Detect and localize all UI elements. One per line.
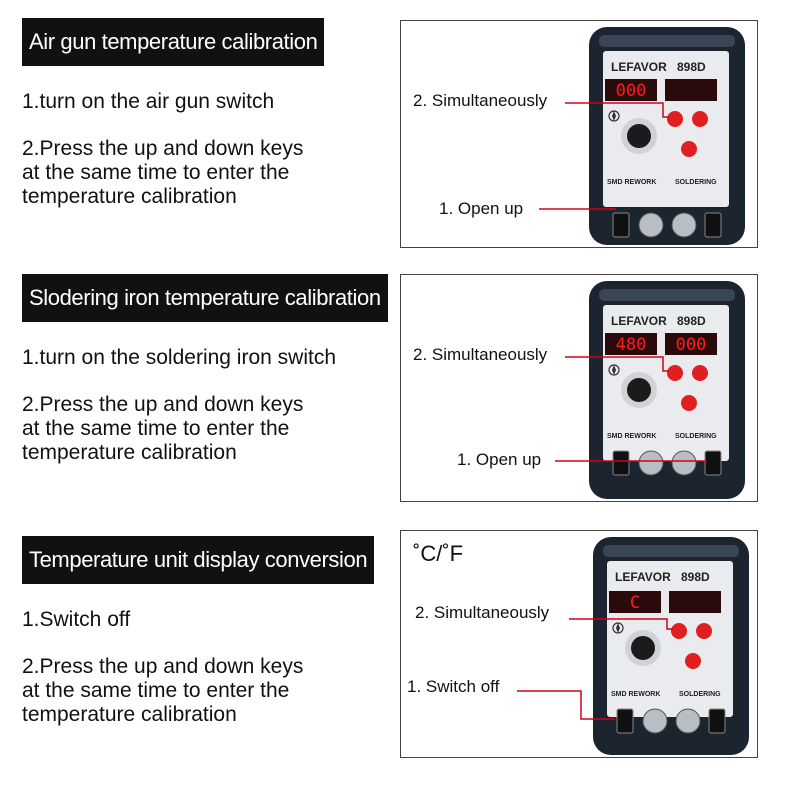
section-header: Air gun temperature calibration	[22, 18, 324, 66]
brand-label: LEFAVOR	[611, 60, 667, 74]
model-label: 898D	[677, 60, 706, 74]
soldering-label: SOLDERING	[675, 433, 717, 440]
left-display: 000	[615, 81, 647, 101]
up-button[interactable]	[696, 623, 712, 639]
soldering-power-switch[interactable]	[705, 451, 721, 475]
step-1-text: 1.turn on the soldering iron switch	[22, 346, 337, 369]
up-button[interactable]	[692, 111, 708, 127]
step-1-text: 1.Switch off	[22, 608, 131, 631]
section-soldering-iron	[0, 274, 800, 534]
soldering-label: SOLDERING	[679, 691, 721, 698]
section-air-gun	[0, 18, 800, 278]
step-1-text: 1.turn on the air gun switch	[22, 90, 275, 113]
soldering-power-switch[interactable]	[705, 213, 721, 237]
section-header: Temperature unit display conversion	[22, 536, 374, 584]
down-button[interactable]	[667, 111, 683, 127]
air-gun-power-switch[interactable]	[617, 709, 633, 733]
step-2-text: 2.Press the up and down keys at the same time to enter the temperature calibration	[22, 655, 304, 726]
soldering-station-illustration	[401, 531, 757, 757]
right-display: 000	[675, 335, 707, 355]
device-panel	[400, 274, 758, 502]
brand-label: LEFAVOR	[611, 314, 667, 328]
up-button[interactable]	[692, 365, 708, 381]
section-header: Slodering iron temperature calibration	[22, 274, 388, 322]
air-gun-power-switch[interactable]	[613, 451, 629, 475]
model-label: 898D	[681, 570, 710, 584]
down-button[interactable]	[667, 365, 683, 381]
callout-switch: 1. Open up	[457, 450, 542, 469]
callout-simultaneously: 2. Simultaneously	[415, 603, 550, 622]
step-2-text: 2.Press the up and down keys at the same time to enter the temperature calibration	[22, 137, 304, 208]
smd-rework-label: SMD REWORK	[611, 691, 661, 698]
callout-switch: 1. Open up	[439, 199, 524, 218]
set-button[interactable]	[681, 395, 697, 411]
air-gun-power-switch[interactable]	[613, 213, 629, 237]
down-button[interactable]	[671, 623, 687, 639]
soldering-label: SOLDERING	[675, 179, 717, 186]
set-button[interactable]	[681, 141, 697, 157]
section-unit-conversion	[0, 536, 800, 796]
callout-simultaneously: 2. Simultaneously	[413, 345, 548, 364]
callout-simultaneously: 2. Simultaneously	[413, 91, 548, 110]
unit-label: ˚C/˚F	[413, 541, 464, 566]
device-panel	[400, 20, 758, 248]
smd-rework-label: SMD REWORK	[607, 433, 657, 440]
model-label: 898D	[677, 314, 706, 328]
step-2-text: 2.Press the up and down keys at the same time to enter the temperature calibration	[22, 393, 304, 464]
callout-switch: 1. Switch off	[407, 677, 500, 696]
soldering-power-switch[interactable]	[709, 709, 725, 733]
left-display: C	[629, 593, 641, 613]
left-display: 480	[615, 335, 647, 355]
set-button[interactable]	[685, 653, 701, 669]
smd-rework-label: SMD REWORK	[607, 179, 657, 186]
device-panel	[400, 530, 758, 758]
brand-label: LEFAVOR	[615, 570, 671, 584]
